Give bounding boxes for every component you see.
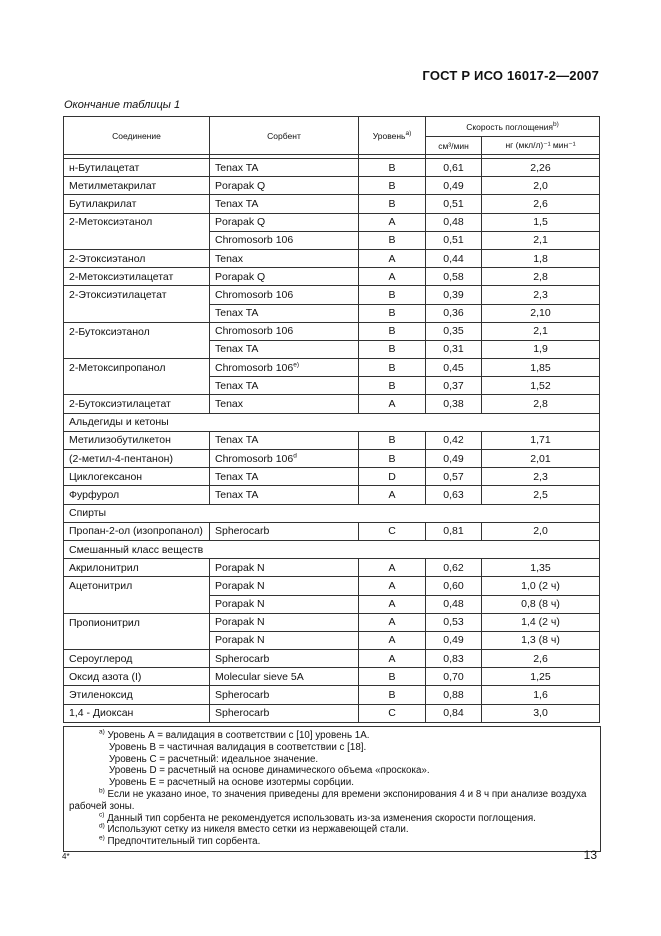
table-row — [64, 631, 600, 649]
cell-level: B — [359, 340, 426, 358]
cell-sorbent: Porapak Q — [210, 268, 359, 286]
cell-rate-ng: 2,0 — [482, 522, 600, 540]
cell-sorbent: Porapak N — [210, 613, 359, 631]
cell-compound: Ацетонитрил — [64, 577, 210, 595]
table-row — [64, 668, 600, 686]
cell-rate-cm3: 0,45 — [426, 359, 482, 377]
cell-rate-ng: 2,6 — [482, 195, 600, 213]
cell-compound: Оксид азота (I) — [64, 668, 210, 686]
table-row — [64, 322, 600, 340]
cell-compound: Пропионитрил — [64, 613, 210, 631]
cell-rate-ng: 1,5 — [482, 213, 600, 231]
table-row — [64, 195, 600, 213]
cell-rate-cm3: 0,83 — [426, 650, 482, 668]
cell-sorbent: Porapak Q — [210, 213, 359, 231]
cell-level: B — [359, 377, 426, 395]
cell-rate-ng: 1,8 — [482, 249, 600, 267]
cell-level: B — [359, 195, 426, 213]
note-e: $^{e)}$ Предпочтительный тип сорбента. — [99, 834, 261, 848]
table-row — [64, 704, 600, 722]
cell-compound — [64, 631, 210, 649]
cell-compound: Этиленоксид — [64, 686, 210, 704]
header-level: Уровень$^{a)}$ — [359, 117, 426, 155]
cell-compound: Циклогексанон — [64, 468, 210, 486]
cell-level: B — [359, 286, 426, 304]
cell-rate-cm3: 0,70 — [426, 668, 482, 686]
sorbent-table — [63, 116, 600, 723]
cell-sorbent: Porapak N — [210, 595, 359, 613]
cell-rate-cm3: 0,35 — [426, 322, 482, 340]
cell-rate-ng: 2,1 — [482, 231, 600, 249]
cell-rate-cm3: 0,39 — [426, 286, 482, 304]
cell-compound: Акрилонитрил — [64, 559, 210, 577]
cell-rate-ng: 1,6 — [482, 686, 600, 704]
cell-sorbent: Chromosorb 106 — [210, 322, 359, 340]
cell-sorbent: Porapak N — [210, 577, 359, 595]
cell-sorbent: Spherocarb — [210, 650, 359, 668]
cell-compound: 2-Метоксиэтанол — [64, 213, 210, 231]
cell-rate-cm3: 0,57 — [426, 468, 482, 486]
table-row — [64, 468, 600, 486]
cell-sorbent: Tenax — [210, 249, 359, 267]
table-row — [64, 613, 600, 631]
cell-rate-ng: 2,8 — [482, 395, 600, 413]
cell-level: A — [359, 268, 426, 286]
cell-rate-cm3: 0,62 — [426, 559, 482, 577]
table-notes — [63, 726, 601, 852]
table-row — [64, 577, 600, 595]
cell-rate-ng: 1,3 (8 ч) — [482, 631, 600, 649]
cell-rate-cm3: 0,37 — [426, 377, 482, 395]
footer-mark: 4* — [62, 852, 70, 861]
cell-rate-ng: 1,35 — [482, 559, 600, 577]
table-row — [64, 595, 600, 613]
cell-rate-ng: 2,8 — [482, 268, 600, 286]
section-row — [64, 504, 600, 522]
cell-sorbent: Tenax TA — [210, 195, 359, 213]
cell-rate-cm3: 0,44 — [426, 249, 482, 267]
table-row — [64, 359, 600, 377]
page-number: 13 — [583, 848, 597, 862]
header-unit-cm3: см³/мин — [426, 137, 482, 155]
cell-rate-cm3: 0,81 — [426, 522, 482, 540]
section-row — [64, 413, 600, 431]
header-sorbent: Сорбент — [210, 117, 359, 155]
note-a-line2: Уровень В = частичная валидация в соответствии с [18]. — [109, 741, 367, 753]
cell-level: A — [359, 631, 426, 649]
cell-rate-ng: 2,3 — [482, 468, 600, 486]
table-row — [64, 340, 600, 358]
cell-rate-cm3: 0,88 — [426, 686, 482, 704]
cell-rate-ng: 1,4 (2 ч) — [482, 613, 600, 631]
cell-sorbent: Spherocarb — [210, 522, 359, 540]
table-row — [64, 177, 600, 195]
table-row — [64, 377, 600, 395]
header-rate: Скорость поглощения$^{b)}$ — [426, 117, 600, 137]
cell-compound: Сероуглерод — [64, 650, 210, 668]
cell-rate-cm3: 0,61 — [426, 159, 482, 177]
cell-rate-cm3: 0,84 — [426, 704, 482, 722]
cell-rate-cm3: 0,58 — [426, 268, 482, 286]
cell-level: D — [359, 468, 426, 486]
cell-rate-ng: 1,0 (2 ч) — [482, 577, 600, 595]
table-row — [64, 686, 600, 704]
cell-sorbent: Molecular sieve 5A — [210, 668, 359, 686]
cell-compound: 2-Бутоксиэтилацетат — [64, 395, 210, 413]
cell-sorbent: Porapak Q — [210, 177, 359, 195]
table-row — [64, 450, 600, 468]
cell-level: B — [359, 431, 426, 449]
cell-compound: 2-Метоксиэтилацетат — [64, 268, 210, 286]
cell-compound: 2-Этоксиэтилацетат — [64, 286, 210, 304]
cell-sorbent: Chromosorb 106$^{e)}$ — [210, 359, 359, 377]
cell-rate-cm3: 0,49 — [426, 631, 482, 649]
cell-level: A — [359, 213, 426, 231]
cell-level: B — [359, 231, 426, 249]
cell-level: C — [359, 522, 426, 540]
cell-sorbent: Tenax — [210, 395, 359, 413]
cell-compound: 2-Этоксиэтанол — [64, 249, 210, 267]
cell-sorbent: Chromosorb 106$^d$ — [210, 450, 359, 468]
note-b: $^{b)}$ Если не указано иное, то значения приведены для времени экспонирования 4 и 8 ч при анализе воздуха рабочей зоны. — [69, 787, 587, 812]
cell-rate-ng: 2,26 — [482, 159, 600, 177]
cell-level: A — [359, 559, 426, 577]
cell-rate-ng: 2,5 — [482, 486, 600, 504]
note-a-line1: $^{a)}$ Уровень А = валидация в соответствии с [10] уровень 1А. — [99, 728, 370, 741]
cell-level: A — [359, 650, 426, 668]
cell-compound — [64, 595, 210, 613]
cell-rate-ng: 1,71 — [482, 431, 600, 449]
cell-level: B — [359, 686, 426, 704]
cell-level: B — [359, 304, 426, 322]
cell-rate-ng: 1,9 — [482, 340, 600, 358]
cell-rate-cm3: 0,60 — [426, 577, 482, 595]
cell-level: C — [359, 704, 426, 722]
note-a-line3: Уровень С = расчетный: идеальное значение. — [109, 753, 319, 765]
cell-compound — [64, 231, 210, 249]
document-header: ГОСТ Р ИСО 16017-2—2007 — [422, 68, 599, 83]
cell-level: B — [359, 359, 426, 377]
table-row — [64, 231, 600, 249]
cell-rate-ng: 2,0 — [482, 177, 600, 195]
cell-level: A — [359, 613, 426, 631]
cell-level: B — [359, 159, 426, 177]
cell-rate-cm3: 0,48 — [426, 213, 482, 231]
cell-sorbent: Tenax TA — [210, 486, 359, 504]
cell-compound: 2-Метоксипропанол — [64, 359, 210, 377]
cell-sorbent: Tenax TA — [210, 159, 359, 177]
cell-rate-cm3: 0,63 — [426, 486, 482, 504]
section-label: Альдегиды и кетоны — [64, 413, 600, 431]
cell-rate-ng: 2,1 — [482, 322, 600, 340]
cell-rate-ng: 1,85 — [482, 359, 600, 377]
cell-level: A — [359, 486, 426, 504]
table-row — [64, 650, 600, 668]
cell-rate-cm3: 0,31 — [426, 340, 482, 358]
table-row — [64, 559, 600, 577]
cell-sorbent: Tenax TA — [210, 431, 359, 449]
table-row — [64, 213, 600, 231]
table-row — [64, 431, 600, 449]
cell-rate-cm3: 0,42 — [426, 431, 482, 449]
cell-compound: Метилметакрилат — [64, 177, 210, 195]
table-caption: Окончание таблицы 1 — [64, 99, 181, 111]
cell-level: B — [359, 322, 426, 340]
cell-compound: Фурфурол — [64, 486, 210, 504]
table-row — [64, 522, 600, 540]
cell-sorbent: Porapak N — [210, 559, 359, 577]
cell-sorbent: Tenax TA — [210, 468, 359, 486]
cell-sorbent: Spherocarb — [210, 704, 359, 722]
table-row — [64, 286, 600, 304]
cell-rate-ng: 2,01 — [482, 450, 600, 468]
cell-compound — [64, 340, 210, 358]
cell-sorbent: Chromosorb 106 — [210, 231, 359, 249]
cell-level: B — [359, 668, 426, 686]
cell-rate-cm3: 0,38 — [426, 395, 482, 413]
table-row — [64, 486, 600, 504]
note-d: $^{d)}$ Используют сетку из никеля вместо сетки из нержавеющей стали. — [99, 823, 409, 836]
table-row — [64, 159, 600, 177]
cell-sorbent: Tenax TA — [210, 377, 359, 395]
cell-compound: (2-метил-4-пентанон) — [64, 450, 210, 468]
cell-rate-cm3: 0,51 — [426, 231, 482, 249]
cell-sorbent: Tenax TA — [210, 304, 359, 322]
cell-rate-cm3: 0,36 — [426, 304, 482, 322]
cell-compound — [64, 377, 210, 395]
section-row — [64, 540, 600, 558]
cell-compound: 2-Бутоксиэтанол — [64, 322, 210, 340]
cell-compound: н-Бутилацетат — [64, 159, 210, 177]
cell-rate-cm3: 0,53 — [426, 613, 482, 631]
cell-rate-ng: 2,3 — [482, 286, 600, 304]
cell-rate-ng: 3,0 — [482, 704, 600, 722]
note-c: $^{c)}$ Данный тип сорбента не рекомендуется использовать из-за изменения скорости поглощения. — [99, 811, 536, 824]
table-row — [64, 268, 600, 286]
section-label: Смешанный класс веществ — [64, 540, 600, 558]
cell-rate-ng: 2,10 — [482, 304, 600, 322]
cell-level: A — [359, 395, 426, 413]
cell-compound: Бутилакрилат — [64, 195, 210, 213]
cell-sorbent: Tenax TA — [210, 340, 359, 358]
cell-compound: 1,4 - Диоксан — [64, 704, 210, 722]
cell-level: B — [359, 177, 426, 195]
cell-rate-cm3: 0,49 — [426, 177, 482, 195]
header-compound: Соединение — [64, 117, 210, 155]
cell-level: A — [359, 595, 426, 613]
header-unit-ng: нг (мкл/л)⁻¹ мин⁻¹ — [482, 137, 600, 155]
cell-level: A — [359, 249, 426, 267]
cell-compound: Пропан-2-ол (изопропанол) — [64, 522, 210, 540]
cell-rate-cm3: 0,49 — [426, 450, 482, 468]
cell-rate-ng: 1,52 — [482, 377, 600, 395]
cell-sorbent: Porapak N — [210, 631, 359, 649]
cell-compound — [64, 304, 210, 322]
note-a-line5: Уровень E = расчетный на основе изотермы сорбции. — [109, 777, 354, 789]
table-row — [64, 395, 600, 413]
note-a-line4: Уровень D = расчетный на основе динамического объема «проскока». — [109, 765, 430, 777]
section-label: Спирты — [64, 504, 600, 522]
cell-compound: Метилизобутилкетон — [64, 431, 210, 449]
cell-rate-cm3: 0,51 — [426, 195, 482, 213]
table-row — [64, 304, 600, 322]
cell-rate-cm3: 0,48 — [426, 595, 482, 613]
cell-rate-ng: 0,8 (8 ч) — [482, 595, 600, 613]
table-row — [64, 249, 600, 267]
cell-sorbent: Spherocarb — [210, 686, 359, 704]
cell-rate-ng: 2,6 — [482, 650, 600, 668]
cell-rate-ng: 1,25 — [482, 668, 600, 686]
cell-level: A — [359, 577, 426, 595]
cell-sorbent: Chromosorb 106 — [210, 286, 359, 304]
cell-level: B — [359, 450, 426, 468]
